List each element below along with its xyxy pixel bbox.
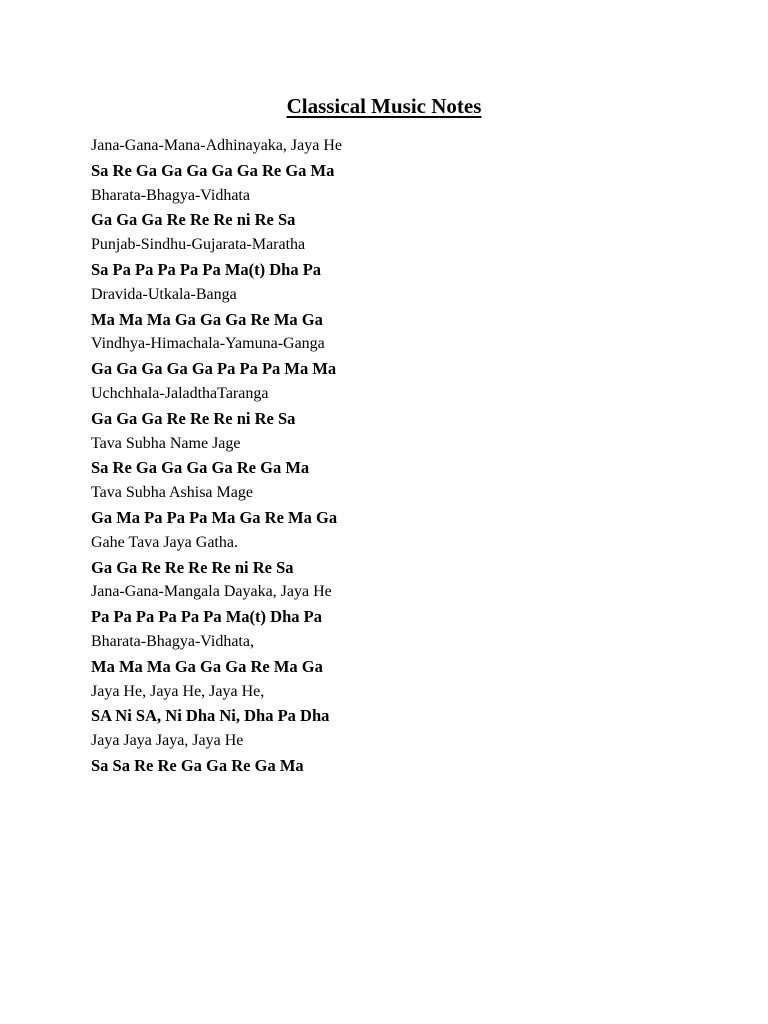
lyric-line: Tava Subha Ashisa Mage xyxy=(91,484,253,502)
lyric-line: Tava Subha Name Jage xyxy=(91,434,241,452)
notes-line: Ma Ma Ma Ga Ga Ga Re Ma Ga xyxy=(91,309,323,329)
notes-line: Ga Ga Ga Re Re Re ni Re Sa xyxy=(91,408,296,428)
lyric-line: Jana-Gana-Mangala Dayaka, Jaya He xyxy=(91,583,332,601)
notes-line: Ma Ma Ma Ga Ga Ga Re Ma Ga xyxy=(91,656,323,676)
lyric-line: Bharata-Bhagya-Vidhata, xyxy=(91,632,254,650)
notes-line: Sa Sa Re Re Ga Ga Re Ga Ma xyxy=(91,755,304,775)
notes-line: Sa Re Ga Ga Ga Ga Re Ga Ma xyxy=(91,458,310,478)
lyric-line: Dravida-Utkala-Banga xyxy=(91,285,237,303)
lyric-line: Bharata-Bhagya-Vidhata xyxy=(91,186,250,204)
notes-list xyxy=(91,134,731,779)
notes-line: Ga Ga Re Re Re Re ni Re Sa xyxy=(91,557,294,577)
lyric-line: Gahe Tava Jaya Gatha. xyxy=(91,533,238,551)
lyric-line: Jana-Gana-Mana-Adhinayaka, Jaya He xyxy=(91,137,342,154)
notes-line: Ga Ga Ga Re Re Re ni Re Sa xyxy=(91,210,296,230)
notes-line: SA Ni SA, Ni Dha Ni, Dha Pa Dha xyxy=(91,706,330,726)
notes-line: Ga Ga Ga Ga Ga Pa Pa Pa Ma Ma xyxy=(91,359,337,379)
document-title: Classical Music Notes xyxy=(286,94,482,118)
lyric-line: Vindhya-Himachala-Yamuna-Ganga xyxy=(91,335,325,353)
notes-line: Sa Re Ga Ga Ga Ga Ga Re Ga Ma xyxy=(91,160,335,180)
notes-line: Ga Ma Pa Pa Pa Ma Ga Re Ma Ga xyxy=(91,507,338,527)
notes-line: Sa Pa Pa Pa Pa Pa Ma(t) Dha Pa xyxy=(91,259,322,279)
notes-line: Pa Pa Pa Pa Pa Pa Ma(t) Dha Pa xyxy=(91,607,322,627)
lyric-line: Jaya He, Jaya He, Jaya He, xyxy=(91,682,265,700)
lyric-line: Punjab-Sindhu-Gujarata-Maratha xyxy=(91,236,306,254)
lyric-line: Uchchhala-JaladthaTaranga xyxy=(91,384,269,402)
lyric-line: Jaya Jaya Jaya, Jaya He xyxy=(91,732,244,750)
